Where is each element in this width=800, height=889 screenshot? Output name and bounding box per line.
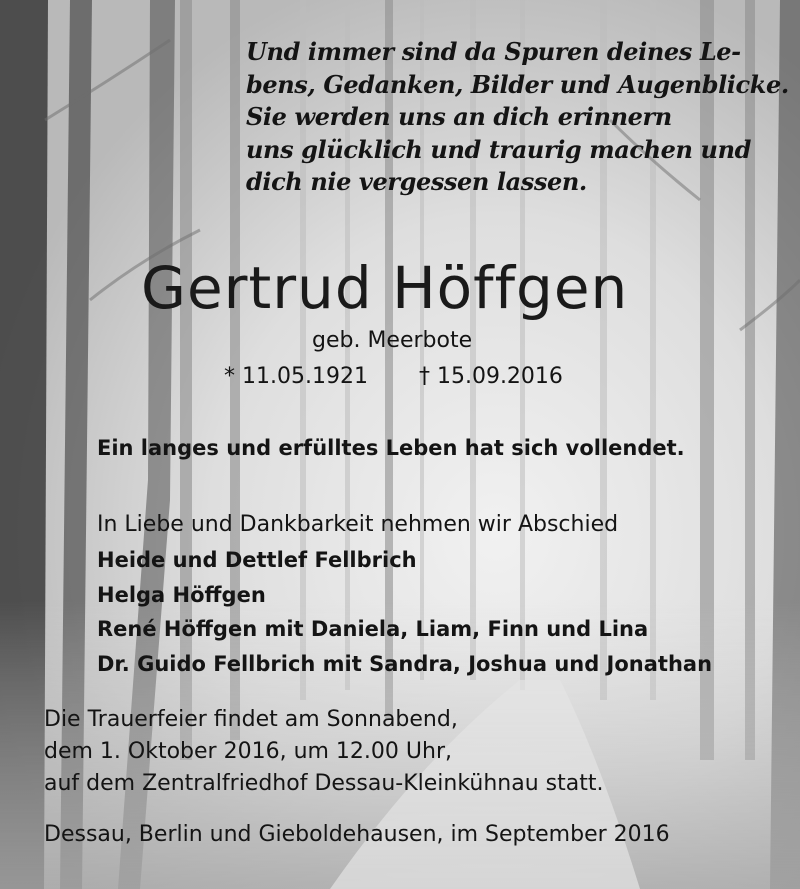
birth-date: * 11.05.1921 <box>224 364 368 389</box>
deceased-name: Gertrud Höffgen <box>141 254 629 322</box>
motto: Ein langes und erfülltes Leben hat sich vollendet. <box>97 436 685 460</box>
mourner: Heide und Dettlef Fellbrich <box>97 548 417 572</box>
poem-verse <box>246 36 789 199</box>
life-dates <box>224 364 563 389</box>
farewell-intro: In Liebe und Dankbarkeit nehmen wir Abschied <box>97 512 619 537</box>
mourners-list <box>97 543 712 681</box>
poem-line: bens, Gedanken, Bilder und Augenblicke. <box>246 69 789 99</box>
mourner: Helga Höffgen <box>97 582 266 607</box>
poem-line: Und immer sind da Spuren deines Le- <box>246 37 741 66</box>
poem-line: uns glücklich und traurig machen und <box>246 134 752 164</box>
poem-line: Sie werden uns an dich erinnern <box>246 102 672 132</box>
death-date: † 15.09.2016 <box>418 364 563 389</box>
funeral-line: dem 1. Oktober 2016, um 12.00 Uhr, <box>44 739 452 764</box>
mourner: René Höffgen mit Daniela, Liam, Finn und Lina <box>97 617 649 641</box>
funeral-notice <box>44 704 603 800</box>
birth-name: geb. Meerbote <box>312 328 473 353</box>
funeral-line: Die Trauerfeier findet am Sonnabend, <box>44 707 458 732</box>
mourner: Dr. Guido Fellbrich mit Sandra, Joshua und Jonathan <box>97 651 713 676</box>
place-and-date: Dessau, Berlin und Gieboldehausen, im September 2016 <box>44 822 670 847</box>
funeral-line: auf dem Zentralfriedhof Dessau-Kleinkühnau statt. <box>44 771 604 796</box>
poem-line: dich nie vergessen lassen. <box>246 167 587 197</box>
